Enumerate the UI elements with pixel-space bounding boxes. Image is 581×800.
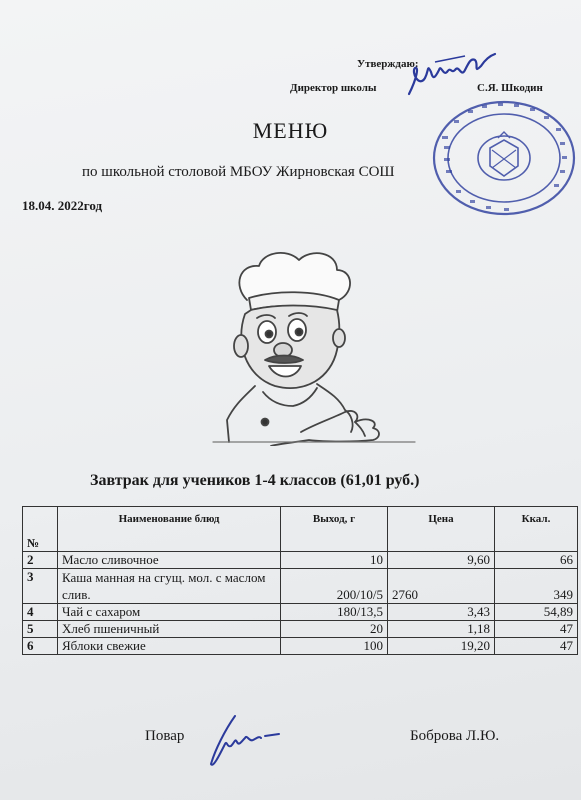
row-output: 180/13,5: [281, 604, 388, 621]
cook-name: Боброва Л.Ю.: [410, 728, 500, 744]
table-header-row: [23, 507, 578, 552]
row-name: Чай с сахаром: [58, 604, 281, 621]
row-name: Масло сливочное: [58, 552, 281, 569]
menu-date: 18.04. 2022год: [22, 198, 103, 213]
menu-title: МЕНЮ: [252, 118, 329, 143]
row-output: 100: [281, 638, 388, 655]
row-kcal: 47: [495, 621, 578, 638]
row-num: 5: [23, 621, 58, 638]
section-heading: Завтрак для учеников 1-4 классов (61,01 руб.): [90, 472, 420, 489]
row-num: 4: [23, 604, 58, 621]
row-num: 3: [23, 569, 58, 604]
row-num: 2: [23, 552, 58, 569]
col-price: Цена: [388, 507, 495, 552]
row-output: 20: [281, 621, 388, 638]
col-num: №: [23, 507, 58, 552]
row-name: Яблоки свежие: [58, 638, 281, 655]
row-price: 3,43: [388, 604, 495, 621]
cook-signature-icon: [205, 712, 285, 772]
row-kcal: 66: [495, 552, 578, 569]
row-kcal: 47: [495, 638, 578, 655]
school-stamp-icon: [420, 96, 578, 216]
director-label: Директор школы: [290, 82, 377, 94]
row-price: 1,18: [388, 621, 495, 638]
col-output: Выход, г: [281, 507, 388, 552]
row-num: 6: [23, 638, 58, 655]
cook-label: Повар: [145, 728, 185, 744]
table-row: [23, 621, 578, 638]
row-price: 2760: [388, 569, 495, 604]
col-name: Наименование блюд: [58, 507, 281, 552]
row-kcal: 54,89: [495, 604, 578, 621]
col-kcal: Ккал.: [495, 507, 578, 552]
table-row: [23, 569, 578, 604]
approve-label: Утверждаю:: [357, 58, 419, 70]
row-output: 10: [281, 552, 388, 569]
row-price: 19,20: [388, 638, 495, 655]
row-name: Каша манная на сгущ. мол. с маслом слив.: [58, 569, 281, 604]
table-row: [23, 552, 578, 569]
table-row: [23, 604, 578, 621]
row-price: 9,60: [388, 552, 495, 569]
menu-table: [22, 506, 578, 655]
director-name: С.Я. Шкодин: [477, 82, 543, 94]
menu-subtitle: по школьной столовой МБОУ Жирновская СОШ: [82, 164, 395, 180]
table-row: [23, 638, 578, 655]
row-kcal: 349: [495, 569, 578, 604]
row-name: Хлеб пшеничный: [58, 621, 281, 638]
chef-cartoon-icon: [205, 246, 420, 446]
row-output: 200/10/5: [281, 569, 388, 604]
